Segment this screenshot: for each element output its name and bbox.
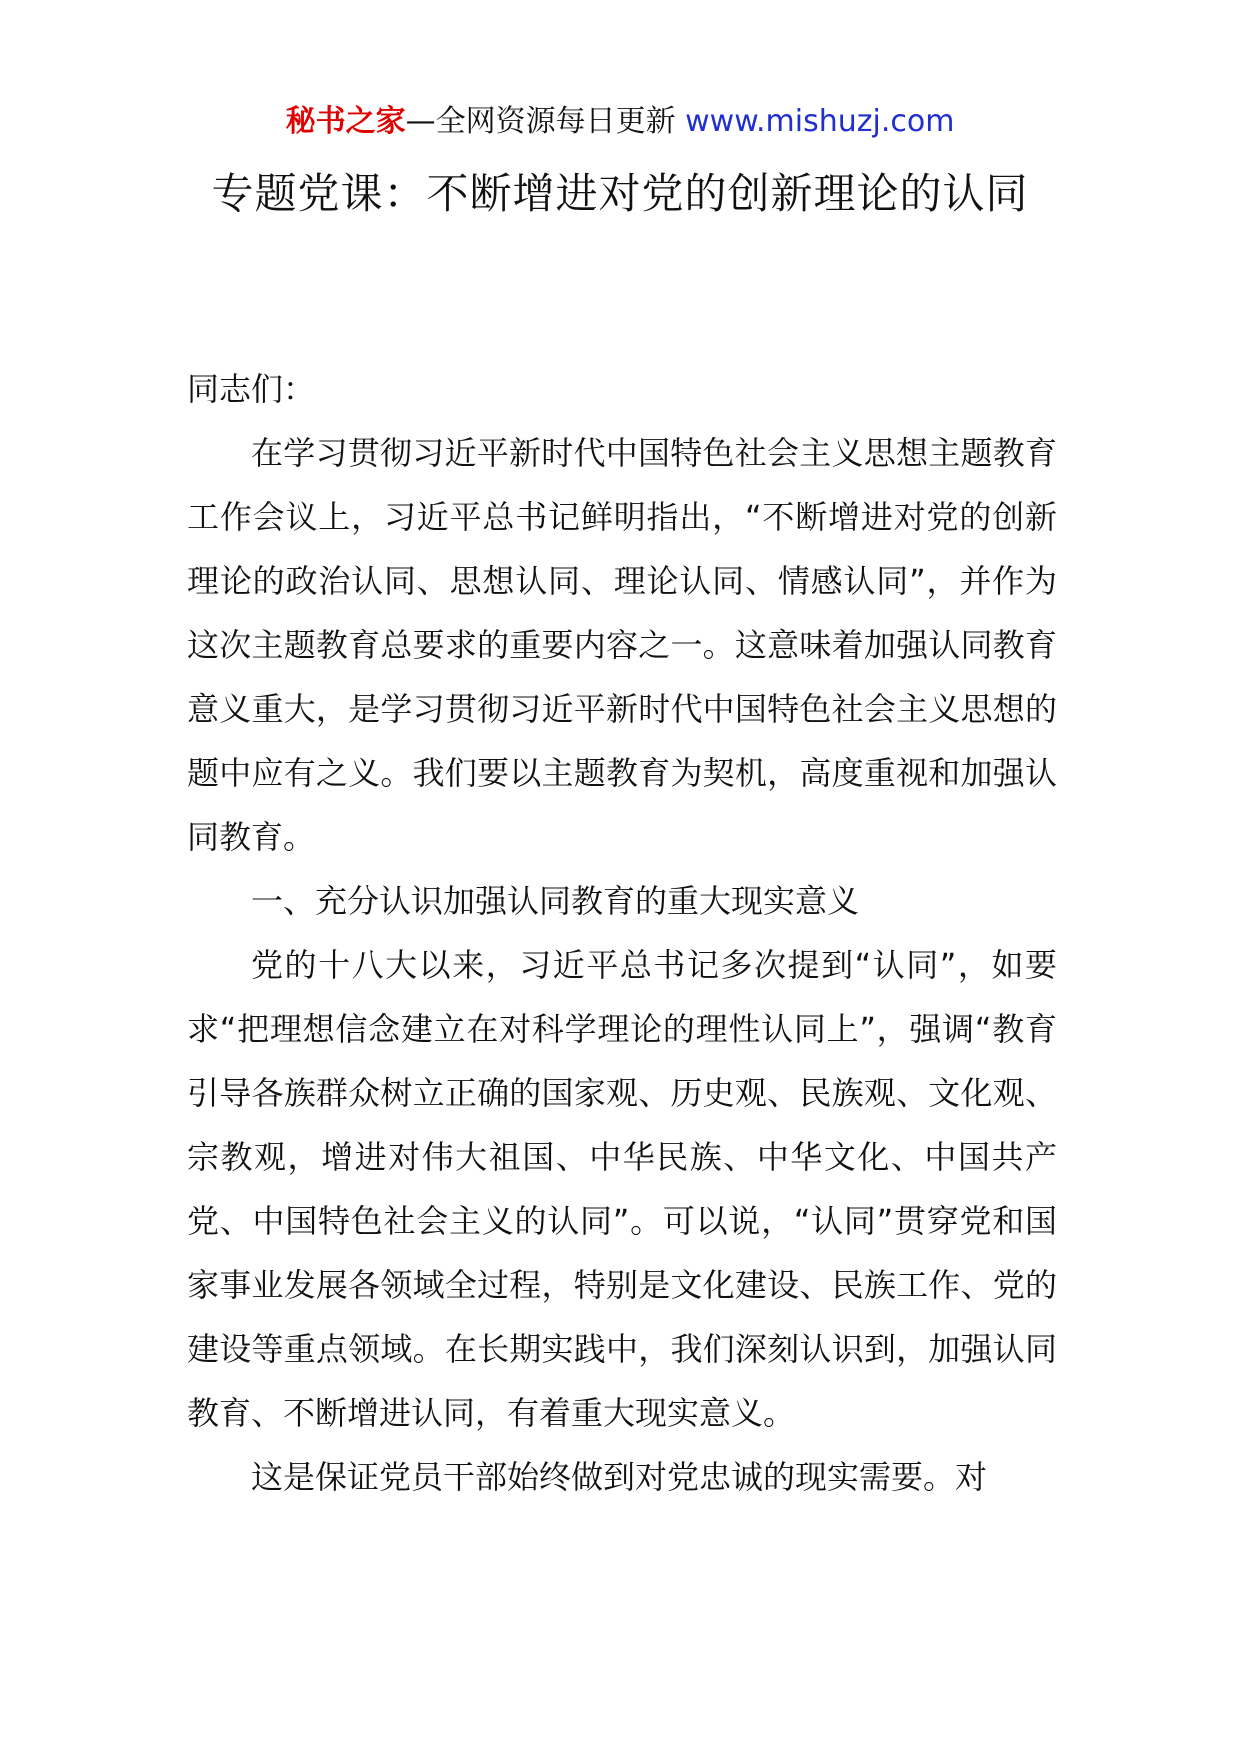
salutation: 同志们： — [187, 370, 316, 408]
site-header — [0, 100, 1240, 144]
paragraph-section-2: 这是保证党员干部始终做到对党忠诚的现实需要。对 — [251, 1458, 988, 1496]
section-heading: 一、充分认识加强认同教育的重大现实意义 — [251, 882, 860, 920]
paragraph-section-1: 党的十八大以来，习近平总书记多次提到“认同”，如要求“把理想信念建立在对科学理论的理性认同上”，强调“教育引导各族群众树立正确的国家观、历史观、民族观、文化观、宗教观，增进对伟大祖国、中华民族、中华文化、中国共产党、中国特色社会主义的认同”。可以说，“认同”贯穿党和国家事业发展各领域全过程，特别是文化建设、民族工作、党的建设等重点领域。在长期实践中，我们深刻认识到，加强认同教育、不断增进认同，有着重大现实意义。 — [187, 946, 1057, 1432]
site-url[interactable]: www.mishuzj.com — [685, 104, 955, 139]
paragraph-intro: 在学习贯彻习近平新时代中国特色社会主义思想主题教育工作会议上，习近平总书记鲜明指出，“不断增进对党的创新理论的政治认同、思想认同、理论认同、情感认同”，并作为这次主题教育总要求的重要内容之一。这意味着加强认同教育意义重大，是学习贯彻习近平新时代中国特色社会主义思想的题中应有之义。我们要以主题教育为契机，高度重视和加强认同教育。 — [187, 434, 1057, 856]
brand-tagline: —全网资源每日更新 — [405, 104, 676, 139]
document-title: 专题党课：不断增进对党的创新理论的认同 — [211, 169, 1029, 218]
brand-name: 秘书之家 — [285, 104, 406, 139]
document-body — [187, 357, 1057, 1509]
